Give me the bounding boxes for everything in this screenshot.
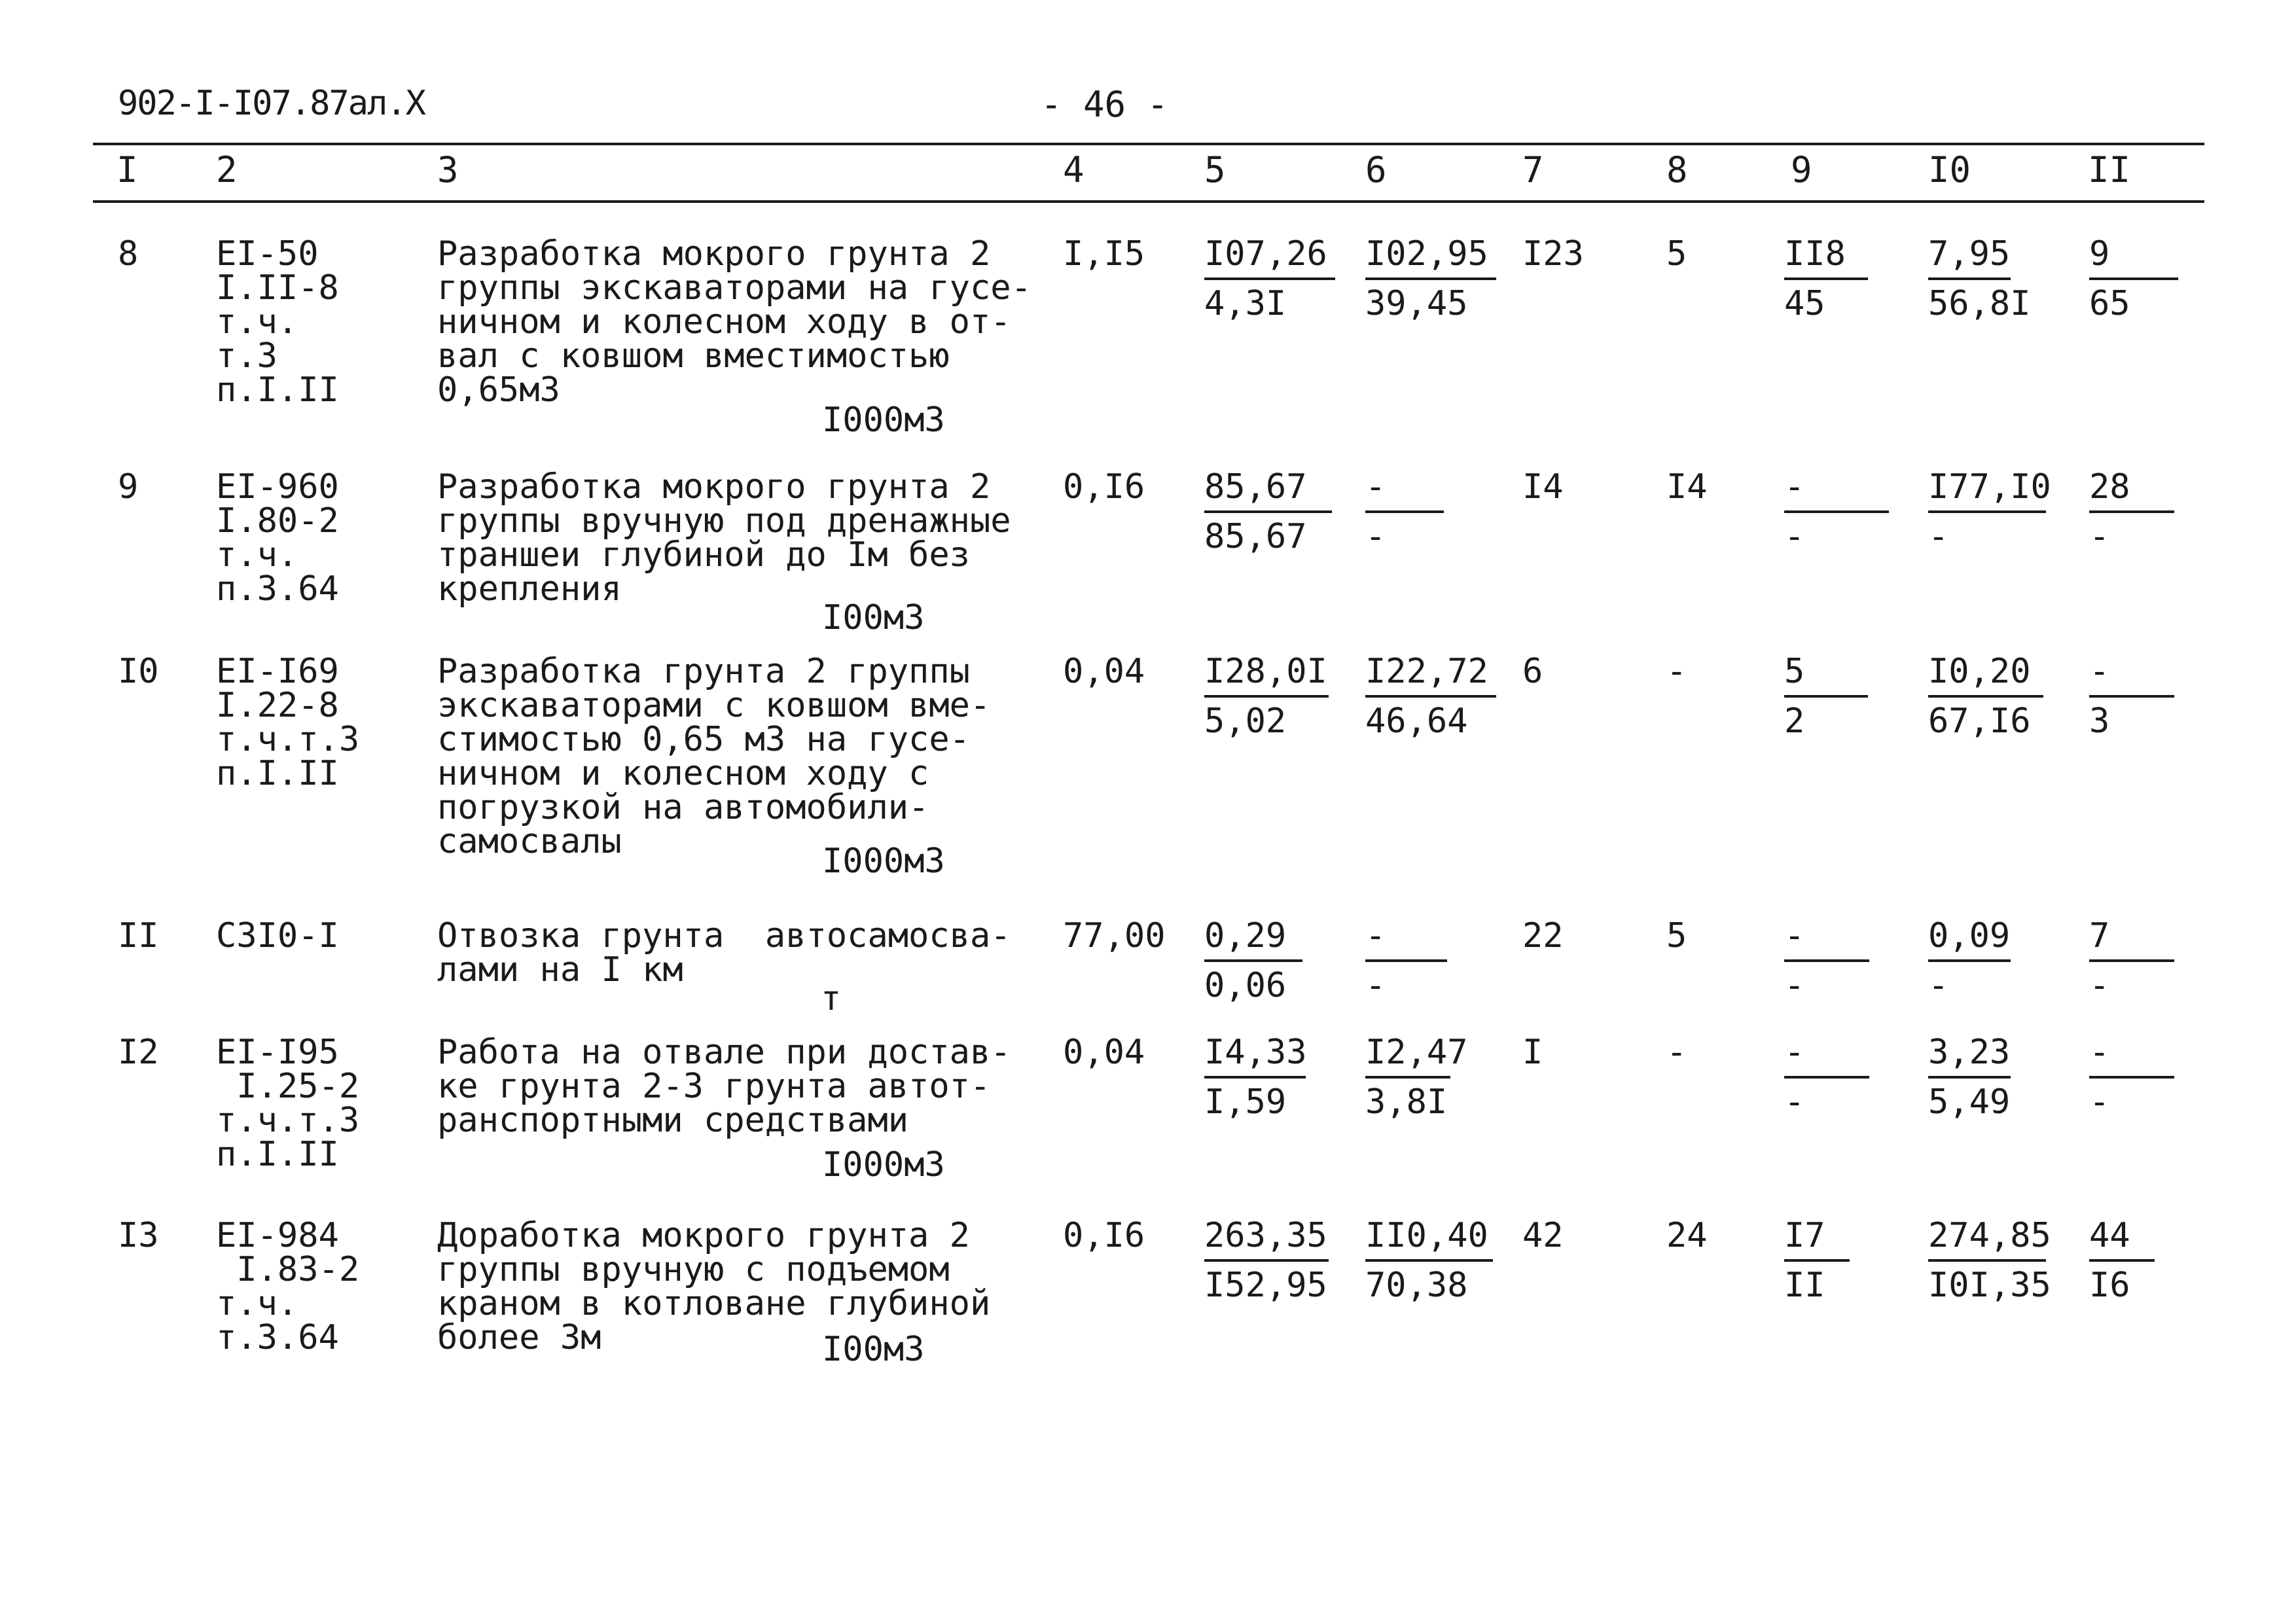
value-c5-top: 263,35 [1204,1216,1327,1255]
quantity: 0,04 [1063,1033,1145,1072]
value-c10-top: 274,85 [1928,1216,2051,1255]
fraction-underline [2089,695,2174,698]
value-c6-top: I02,95 [1365,234,1488,274]
table-row [0,1033,2296,1185]
value-col-7: I23 [1522,234,1584,274]
document-code: 902-I-I07.87ал.X [118,84,425,123]
value-col-8: 24 [1666,1216,1708,1255]
work-description: Разработка мокрого грунта 2 группы экскаваторами на гусе- ничном и колесном ходу в от- вал с ковшом вместимостью 0,65м3 [437,234,1031,410]
fraction-underline [1928,959,2011,962]
fraction-underline [1365,1076,1450,1079]
value-c9-top: I7 [1784,1216,1825,1255]
column-header-3: 3 [437,149,459,190]
value-c5-bottom: 0,06 [1204,966,1287,1005]
value-c11-bottom: - [2089,517,2110,556]
measure-unit: I00м3 [822,1330,925,1369]
row-number: 8 [118,234,139,274]
table-row [0,1216,2296,1369]
value-col-7: I4 [1522,467,1564,507]
fraction-underline [1928,1076,2011,1079]
value-c6-top: I2,47 [1365,1033,1468,1072]
value-c5-top: I07,26 [1204,234,1327,274]
quantity: 77,00 [1063,916,1166,955]
norm-code: EI-I69 I.22-8 т.ч.т.3 п.I.II [216,652,360,793]
value-c9-top: - [1784,1033,1805,1072]
value-c9-bottom: - [1784,517,1805,556]
fraction-underline [1928,695,2043,698]
work-description: Отвозка грунта автосамосва- лами на I км [437,916,1011,990]
fraction-underline [1928,1259,2046,1262]
table-row [0,467,2296,637]
row-number: 9 [118,467,139,507]
fraction-underline [1784,695,1868,698]
fraction-underline [1204,1076,1306,1079]
column-header-8: 8 [1666,149,1688,190]
value-c9-bottom: II [1784,1266,1825,1305]
fraction-underline [1365,1259,1493,1262]
value-c9-bottom: 45 [1784,284,1825,323]
column-header-9: 9 [1791,149,1812,190]
fraction-underline [1365,277,1496,280]
quantity: I,I5 [1063,234,1145,274]
value-c11-top: 9 [2089,234,2110,274]
quantity: 0,I6 [1063,467,1145,507]
value-c11-bottom: - [2089,1082,2110,1122]
value-c6-top: II0,40 [1365,1216,1488,1255]
fraction-underline [1784,510,1889,513]
fraction-underline [1365,510,1444,513]
column-header-7: 7 [1522,149,1544,190]
column-header-1: I [117,149,138,190]
value-c6-top: I22,72 [1365,652,1488,691]
value-c11-bottom: I6 [2089,1266,2130,1305]
work-description: Работа на отвале при достав- ке грунта 2-3 грунта автот- ранспортными средствами [437,1033,1011,1140]
value-c6-bottom: 70,38 [1365,1266,1468,1305]
value-c6-top: - [1365,467,1386,507]
value-c10-top: I0,20 [1928,652,2031,691]
value-c10-bottom: 56,8I [1928,284,2031,323]
value-c9-top: - [1784,916,1805,955]
value-col-8: 5 [1666,234,1687,274]
value-c5-top: I28,0I [1204,652,1327,691]
value-col-7: I [1522,1033,1543,1072]
norm-code: EI-984 I.83-2 т.ч. т.3.64 [216,1216,360,1357]
value-c5-top: 85,67 [1204,467,1307,507]
norm-code: EI-I95 I.25-2 т.ч.т.3 п.I.II [216,1033,360,1174]
fraction-underline [1204,277,1335,280]
norm-code: EI-50 I.II-8 т.ч. т.3 п.I.II [216,234,339,410]
value-c11-bottom: 65 [2089,284,2130,323]
value-c9-bottom: 2 [1784,702,1805,741]
work-description: Доработка мокрого грунта 2 группы вручную с подъемом краном в котловане глубиной более 3м [437,1216,991,1357]
value-c10-top: I77,I0 [1928,467,2051,507]
value-c11-bottom: - [2089,966,2110,1005]
value-c9-bottom: - [1784,966,1805,1005]
value-c5-top: 0,29 [1204,916,1287,955]
fraction-underline [1784,1259,1850,1262]
measure-unit: т [821,979,842,1018]
value-col-8: - [1666,652,1687,691]
value-col-7: 22 [1522,916,1564,955]
norm-code: EI-960 I.80-2 т.ч. п.3.64 [216,467,339,609]
row-number: I3 [118,1216,159,1255]
measure-unit: I000м3 [822,401,945,440]
fraction-underline [1928,277,2011,280]
value-c5-bottom: I,59 [1204,1082,1287,1122]
fraction-underline [2089,277,2178,280]
fraction-underline [2089,1076,2174,1079]
fraction-underline [2089,1259,2155,1262]
fraction-underline [1204,510,1332,513]
value-c11-bottom: 3 [2089,702,2110,741]
value-col-8: - [1666,1033,1687,1072]
value-c9-top: II8 [1784,234,1846,274]
value-c11-top: - [2089,652,2110,691]
value-c10-top: 3,23 [1928,1033,2011,1072]
measure-unit: I000м3 [822,1145,945,1185]
value-c10-top: 7,95 [1928,234,2011,274]
value-col-7: 6 [1522,652,1543,691]
quantity: 0,I6 [1063,1216,1145,1255]
table-top-rule [93,143,2204,145]
value-c5-bottom: 85,67 [1204,517,1307,556]
value-c10-bottom: 5,49 [1928,1082,2011,1122]
row-number: I0 [118,652,159,691]
fraction-underline [2089,959,2174,962]
fraction-underline [2089,510,2174,513]
value-col-8: 5 [1666,916,1687,955]
work-description: Разработка грунта 2 группы экскаваторами с ковшом вме- стимостью 0,65 м3 на гусе- ничном и колесном ходу с погрузкой на автомобили- самосвалы [437,652,991,861]
page-number: - 46 - [1041,84,1169,125]
column-header-11: II [2088,149,2131,190]
value-col-7: 42 [1522,1216,1564,1255]
value-c6-top: - [1365,916,1386,955]
fraction-underline [1365,959,1447,962]
measure-unit: I00м3 [822,598,925,637]
table-header-rule [93,200,2204,203]
table-row [0,916,2296,1050]
table-row [0,234,2296,440]
value-c10-bottom: I0I,35 [1928,1266,2051,1305]
column-header-10: I0 [1928,149,1971,190]
value-c6-bottom: - [1365,517,1386,556]
value-c10-bottom: 67,I6 [1928,702,2031,741]
work-description: Разработка мокрого грунта 2 группы вручную под дренажные траншеи глубиной до Iм без крепления [437,467,1011,609]
fraction-underline [1204,1259,1329,1262]
value-c5-top: I4,33 [1204,1033,1307,1072]
value-c6-bottom: 3,8I [1365,1082,1448,1122]
fraction-underline [1784,959,1869,962]
column-header-2: 2 [216,149,238,190]
value-c11-top: 7 [2089,916,2110,955]
quantity: 0,04 [1063,652,1145,691]
value-c11-top: - [2089,1033,2110,1072]
value-c10-top: 0,09 [1928,916,2011,955]
fraction-underline [1928,510,2046,513]
value-col-8: I4 [1666,467,1708,507]
row-number: I2 [118,1033,159,1072]
column-header-4: 4 [1063,149,1085,190]
fraction-underline [1784,277,1868,280]
value-c9-top: - [1784,467,1805,507]
value-c10-bottom: - [1928,966,1949,1005]
norm-code: C3I0-I [216,916,339,955]
value-c9-top: 5 [1784,652,1805,691]
value-c11-top: 28 [2089,467,2130,507]
fraction-underline [1784,1076,1869,1079]
value-c5-bottom: 5,02 [1204,702,1287,741]
value-c5-bottom: I52,95 [1204,1266,1327,1305]
value-c6-bottom: 46,64 [1365,702,1468,741]
table-row [0,652,2296,881]
value-c5-bottom: 4,3I [1204,284,1287,323]
measure-unit: I000м3 [822,842,945,881]
fraction-underline [1204,695,1329,698]
column-header-5: 5 [1204,149,1226,190]
column-header-6: 6 [1365,149,1387,190]
value-c6-bottom: - [1365,966,1386,1005]
fraction-underline [1365,695,1496,698]
fraction-underline [1204,959,1302,962]
row-number: II [118,916,159,955]
value-c6-bottom: 39,45 [1365,284,1468,323]
value-c11-top: 44 [2089,1216,2130,1255]
value-c10-bottom: - [1928,517,1949,556]
value-c9-bottom: - [1784,1082,1805,1122]
